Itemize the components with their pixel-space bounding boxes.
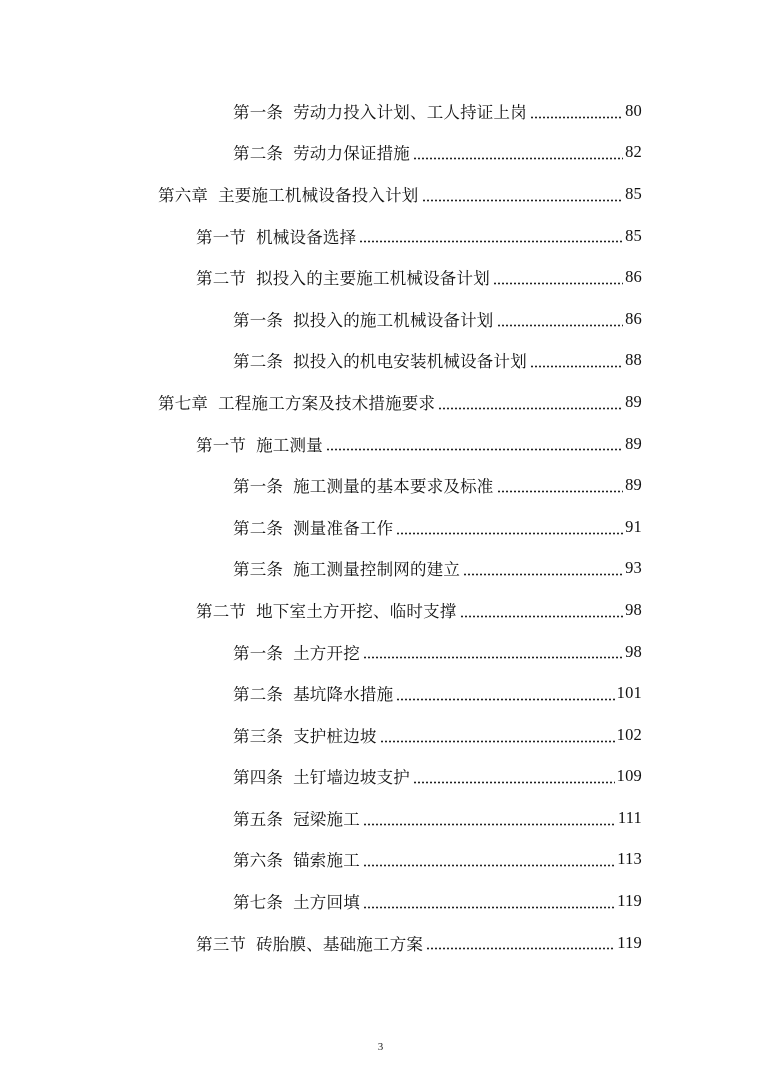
toc-entry[interactable] (0, 548, 642, 590)
toc-entry[interactable] (0, 132, 642, 174)
toc-entry-title: 主要施工机械设备投入计划 (218, 185, 419, 205)
dot-leader (422, 199, 624, 202)
dot-leader (363, 823, 616, 826)
toc-entry-page: 91 (625, 516, 642, 536)
toc-entry-label: 第七条 (233, 893, 284, 913)
toc-entry[interactable] (0, 714, 642, 756)
toc-entry-title: 冠梁施工 (293, 809, 360, 829)
dot-leader (363, 656, 623, 659)
toc-entry-page: 89 (625, 475, 642, 495)
toc-entry[interactable] (0, 756, 642, 798)
dot-leader (530, 116, 623, 119)
dot-leader (497, 490, 624, 493)
toc-entry-title: 拟投入的主要施工机械设备计划 (256, 269, 490, 289)
toc-entry[interactable] (0, 797, 642, 839)
toc-entry-page: 111 (617, 807, 642, 827)
toc-entry-label: 第一节 (196, 227, 247, 247)
toc-entry-label: 第一条 (233, 477, 284, 497)
toc-entry[interactable] (0, 340, 642, 382)
dot-leader (426, 947, 615, 950)
toc-entry-label: 第一条 (233, 643, 284, 663)
dot-leader (326, 448, 623, 451)
toc-entry-label: 第三条 (233, 726, 284, 746)
dot-leader (363, 906, 615, 909)
toc-entry-title: 施工测量的基本要求及标准 (293, 477, 494, 497)
toc-entry-label: 第四条 (233, 768, 284, 788)
dot-leader (497, 324, 624, 327)
dot-leader (463, 573, 623, 576)
toc-entry[interactable] (0, 381, 642, 423)
toc-entry[interactable] (0, 298, 642, 340)
toc-entry-page: 88 (625, 350, 642, 370)
toc-entry-page: 93 (625, 558, 642, 578)
toc-entry-label: 第五条 (233, 809, 284, 829)
toc-entry-label: 第二节 (196, 601, 247, 621)
toc-entry-title: 锚索施工 (293, 851, 360, 871)
toc-entry-label: 第六章 (158, 185, 209, 205)
toc-entry-label: 第七章 (158, 393, 209, 413)
toc-entry-page: 89 (625, 391, 642, 411)
toc-entry-label: 第一条 (233, 102, 284, 122)
dot-leader (380, 740, 615, 743)
toc-entry-title: 地下室土方开挖、临时支撑 (256, 601, 457, 621)
toc-entry-page: 86 (625, 267, 642, 287)
toc-entry-title: 拟投入的机电安装机械设备计划 (293, 352, 527, 372)
toc-entry-label: 第三节 (196, 934, 247, 954)
dot-leader (413, 157, 623, 160)
dot-leader (396, 698, 614, 701)
toc-entry-title: 机械设备选择 (256, 227, 357, 247)
toc-entry-page: 85 (625, 183, 642, 203)
toc-entry[interactable] (0, 631, 642, 673)
toc-entry-page: 89 (625, 433, 642, 453)
toc-entry-page: 98 (625, 641, 642, 661)
toc-entry-page: 82 (625, 142, 642, 162)
toc-entry-page: 102 (616, 724, 642, 744)
toc-entry-title: 基坑降水措施 (293, 685, 394, 705)
toc-entry-title: 支护桩边坡 (293, 726, 377, 746)
table-of-contents (0, 90, 761, 963)
dot-leader (530, 365, 623, 368)
dot-leader (460, 615, 624, 618)
toc-entry-page: 80 (625, 100, 642, 120)
toc-entry[interactable] (0, 215, 642, 257)
toc-entry-label: 第一节 (196, 435, 247, 455)
toc-entry[interactable] (0, 922, 642, 964)
toc-entry-title: 土方开挖 (293, 643, 360, 663)
toc-entry[interactable] (0, 839, 642, 881)
dot-leader (413, 781, 615, 784)
toc-entry-label: 第二条 (233, 144, 284, 164)
toc-entry-label: 第二节 (196, 269, 247, 289)
toc-entry-label: 第二条 (233, 685, 284, 705)
toc-entry-label: 第二条 (233, 518, 284, 538)
toc-entry-title: 拟投入的施工机械设备计划 (293, 310, 494, 330)
toc-entry[interactable] (0, 90, 642, 132)
toc-entry-page: 119 (617, 932, 642, 952)
toc-entry-page: 85 (625, 225, 642, 245)
dot-leader (359, 240, 623, 243)
dot-leader (493, 282, 623, 285)
toc-entry-title: 土方回填 (293, 893, 360, 913)
toc-entry-page: 101 (616, 683, 642, 703)
toc-entry-page: 109 (616, 766, 642, 786)
toc-entry-title: 劳动力保证措施 (293, 144, 411, 164)
dot-leader (396, 532, 623, 535)
toc-entry[interactable] (0, 589, 642, 631)
page-number: 3 (377, 1041, 384, 1053)
toc-entry[interactable] (0, 173, 642, 215)
toc-entry[interactable] (0, 423, 642, 465)
toc-entry-title: 施工测量控制网的建立 (293, 560, 461, 580)
toc-entry-title: 劳动力投入计划、工人持证上岗 (293, 102, 527, 122)
toc-entry-page: 119 (617, 891, 642, 911)
toc-entry-title: 砖胎膜、基础施工方案 (256, 934, 424, 954)
toc-entry-title: 测量准备工作 (293, 518, 394, 538)
toc-entry-label: 第二条 (233, 352, 284, 372)
toc-entry[interactable] (0, 464, 642, 506)
toc-entry-label: 第三条 (233, 560, 284, 580)
toc-entry-page: 98 (625, 599, 642, 619)
toc-entry[interactable] (0, 506, 642, 548)
toc-entry-title: 土钉墙边坡支护 (293, 768, 411, 788)
toc-entry[interactable] (0, 672, 642, 714)
toc-entry-page: 113 (617, 849, 642, 869)
toc-entry[interactable] (0, 880, 642, 922)
dot-leader (363, 864, 615, 867)
toc-entry-label: 第一条 (233, 310, 284, 330)
toc-entry[interactable] (0, 256, 642, 298)
toc-entry-page: 86 (625, 308, 642, 328)
dot-leader (438, 407, 623, 410)
toc-entry-title: 施工测量 (256, 435, 323, 455)
toc-entry-label: 第六条 (233, 851, 284, 871)
toc-entry-title: 工程施工方案及技术措施要求 (218, 393, 436, 413)
